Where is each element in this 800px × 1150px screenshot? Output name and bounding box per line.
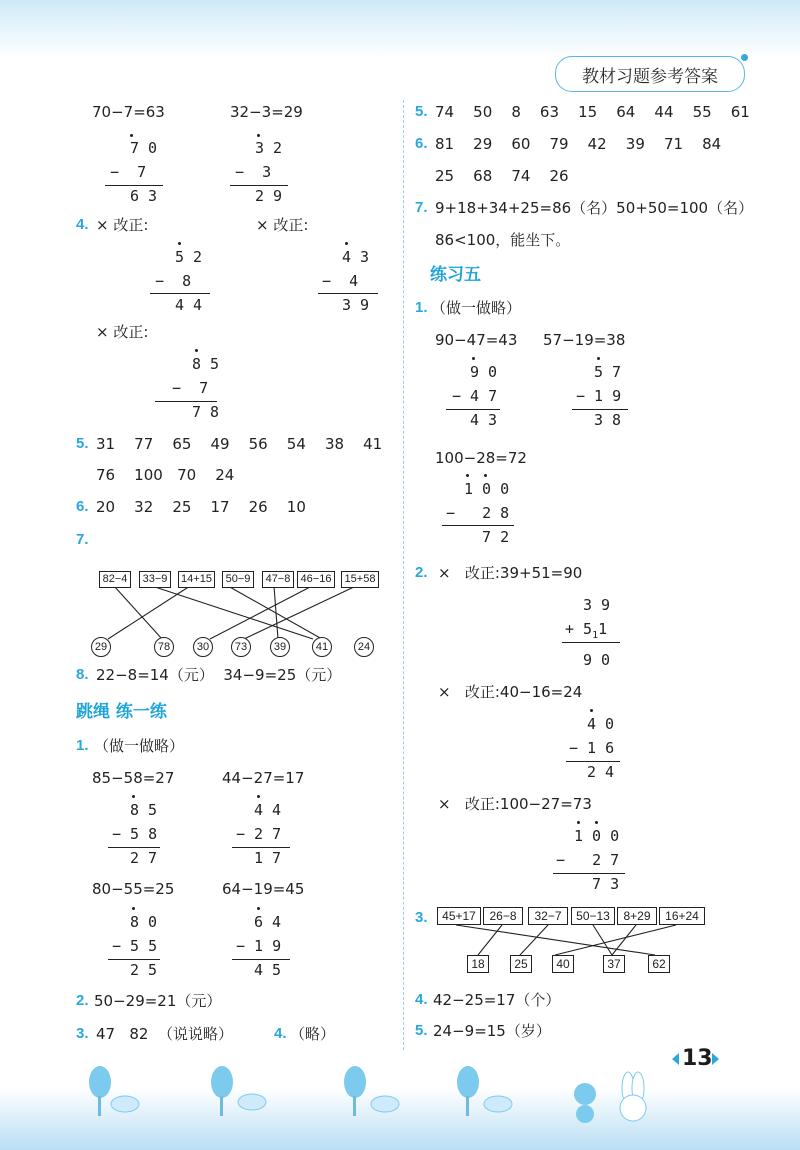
match-circle: 39: [270, 637, 290, 657]
r-q5-number: 5.: [415, 103, 428, 120]
match-box: 16+24: [659, 907, 705, 925]
q7-number: 7.: [76, 531, 89, 548]
borrow-dot: [466, 474, 469, 477]
r-q2-correction-a: × 改正:39+51=90: [438, 564, 583, 582]
calc-line: [572, 409, 628, 410]
s1-q2-number: 2.: [76, 992, 89, 1009]
match-circle: 41: [312, 637, 332, 657]
r-q1-number: 1.: [415, 299, 428, 316]
borrow-dot: [484, 474, 487, 477]
borrow-dot: [577, 821, 580, 824]
q8-line: 22−8=14（元） 34−9=25（元）: [96, 666, 342, 684]
eq-44: 44−27=17: [222, 769, 305, 787]
calc-line: [155, 401, 217, 402]
borrow-dot: [132, 907, 135, 910]
q5-line2: 76 100 70 24: [96, 466, 235, 484]
calc-line: [230, 185, 288, 186]
answer-box: 25: [510, 955, 532, 973]
r-q5b-number: 5.: [415, 1022, 428, 1039]
r-q6-number: 6.: [415, 135, 428, 152]
vertical-calc-64-19: 6 4 − 1 9 4 5: [236, 913, 282, 979]
match-box: 14+15: [178, 571, 215, 588]
match-box: 33−9: [139, 571, 171, 588]
r-q7-number: 7.: [415, 199, 428, 216]
borrow-dot: [257, 907, 260, 910]
borrow-dot: [597, 357, 600, 360]
r-q1-text: （做一做略）: [431, 299, 522, 317]
vertical-calc-57-19: 5 7 − 1 9 3 8: [576, 363, 622, 429]
match-box: 50−9: [222, 571, 254, 588]
r-q2-correction-c: × 改正:100−27=73: [438, 795, 592, 813]
q4-correction-a: × 改正:: [96, 216, 149, 234]
r-q4-number: 4.: [415, 991, 428, 1008]
eq-70: 70−7=63: [92, 103, 165, 121]
vertical-calc-43: 4 3 − 4 3 9: [322, 248, 370, 314]
calc-line: [150, 293, 210, 294]
match-circle: 30: [193, 637, 213, 657]
eq-80: 80−55=25: [92, 880, 175, 898]
vertical-calc-70: 7 0 − 7 6 3: [110, 139, 158, 205]
match-box: 47−8: [262, 571, 294, 588]
s1-q1-text: （做一做略）: [94, 737, 185, 755]
borrow-dot: [130, 134, 133, 137]
header-title: 教材习题参考答案: [582, 66, 718, 87]
header-title-tab: [555, 56, 745, 92]
match-circle: 29: [91, 637, 111, 657]
s1-q4-number: 4.: [274, 1025, 287, 1042]
match-box: 8+29: [617, 907, 657, 925]
r-q7-line2: 86<100，能坐下。: [435, 231, 571, 249]
vertical-calc-32: 3 2 − 3 2 9: [235, 139, 283, 205]
answer-box: 18: [467, 955, 489, 973]
borrow-dot: [132, 795, 135, 798]
calc-line: [442, 525, 514, 526]
vertical-calc-85-58: 8 5 − 5 8 2 7: [112, 801, 158, 867]
eq-57: 57−19=38: [543, 331, 626, 349]
match-circle: 78: [154, 637, 174, 657]
eq-32: 32−3=29: [230, 103, 303, 121]
r-q6-line2: 25 68 74 26: [435, 167, 569, 185]
vertical-calc-85: 8 5 − 7 7 8: [172, 355, 220, 421]
vertical-calc-90-47: 9 0 − 4 7 4 3: [452, 363, 498, 429]
r-q5-line: 74 50 8 63 15 64 44 55 61: [435, 103, 750, 121]
match-box: 32−7: [528, 907, 568, 925]
answer-box: 40: [552, 955, 574, 973]
eq-85: 85−58=27: [92, 769, 175, 787]
calc-line: [232, 959, 290, 960]
borrow-dot: [472, 357, 475, 360]
calc-line: [108, 959, 160, 960]
calc-line: [105, 185, 163, 186]
r-q6-line1: 81 29 60 79 42 39 71 84: [435, 135, 722, 153]
r-q3-number: 3.: [415, 909, 428, 926]
borrow-dot: [257, 795, 260, 798]
match-box: 50−13: [571, 907, 615, 925]
calc-line: [232, 847, 290, 848]
borrow-dot: [178, 242, 181, 245]
vertical-calc-40-16: 4 0 − 1 6 2 4: [569, 715, 615, 781]
q4-number: 4.: [76, 216, 89, 233]
q5-line1: 31 77 65 49 56 54 38 41: [96, 435, 383, 453]
decorative-trees-icon: [0, 1062, 800, 1150]
calc-line: [553, 873, 625, 874]
s1-q1-number: 1.: [76, 737, 89, 754]
eq-90: 90−47=43: [435, 331, 518, 349]
borrow-dot: [257, 134, 260, 137]
column-divider: [403, 100, 404, 1050]
vertical-calc-100-28: 1 0 0 − 2 8 7 2: [446, 480, 510, 546]
q4-correction-c: × 改正:: [96, 323, 149, 341]
calc-line: [108, 847, 160, 848]
answer-box: 62: [648, 955, 670, 973]
header-dot-icon: [741, 54, 748, 61]
s1-q3-text: 47 82 （说说略）: [96, 1025, 234, 1043]
r-q7-line1: 9+18+34+25=86（名）50+50=100（名）: [435, 199, 754, 217]
borrow-dot: [590, 709, 593, 712]
match-circle: 73: [231, 637, 251, 657]
borrow-dot: [195, 349, 198, 352]
calc-line: [566, 761, 620, 762]
vertical-calc-52: 5 2 − 8 4 4: [155, 248, 203, 314]
match-box: 46−16: [297, 571, 335, 588]
s1-q4-text: （略）: [290, 1025, 336, 1043]
calc-line: [562, 642, 620, 643]
eq-100: 100−28=72: [435, 449, 527, 467]
r-q4-text: 42−25=17（个）: [433, 991, 561, 1009]
match-box: 26−8: [483, 907, 523, 925]
q6-number: 6.: [76, 498, 89, 515]
page-number: 13: [682, 1046, 713, 1071]
vertical-calc-44-27: 4 4 − 2 7 1 7: [236, 801, 282, 867]
s1-q2-text: 50−29=21（元）: [94, 992, 222, 1010]
top-banner: [0, 0, 800, 58]
answer-box: 37: [603, 955, 625, 973]
borrow-dot: [345, 242, 348, 245]
calc-line: [318, 293, 378, 294]
eq-64: 64−19=45: [222, 880, 305, 898]
r-q5b-text: 24−9=15（岁）: [433, 1022, 551, 1040]
match-circle: 24: [354, 637, 374, 657]
q4-correction-b: × 改正:: [256, 216, 309, 234]
q6-line: 20 32 25 17 26 10: [96, 498, 306, 516]
r-q2-correction-b: × 改正:40−16=24: [438, 683, 583, 701]
borrow-dot: [595, 821, 598, 824]
section-title-practice-5: 练习五: [430, 265, 481, 285]
r-q2-number: 2.: [415, 564, 428, 581]
match-box: 45+17: [437, 907, 481, 925]
q8-number: 8.: [76, 666, 89, 683]
match-box: 15+58: [341, 571, 379, 588]
vertical-calc-39-51: 3 9 + $5_11$ 9 0: [565, 596, 611, 669]
vertical-calc-100-27: 1 0 0 − 2 7 7 3: [556, 827, 620, 893]
calc-line: [446, 409, 500, 410]
match-box: 82−4: [99, 571, 131, 588]
q5-number: 5.: [76, 435, 89, 452]
vertical-calc-80-55: 8 0 − 5 5 2 5: [112, 913, 158, 979]
s1-q3-number: 3.: [76, 1025, 89, 1042]
section-title-jump-rope: 跳绳 练一练: [76, 702, 167, 722]
